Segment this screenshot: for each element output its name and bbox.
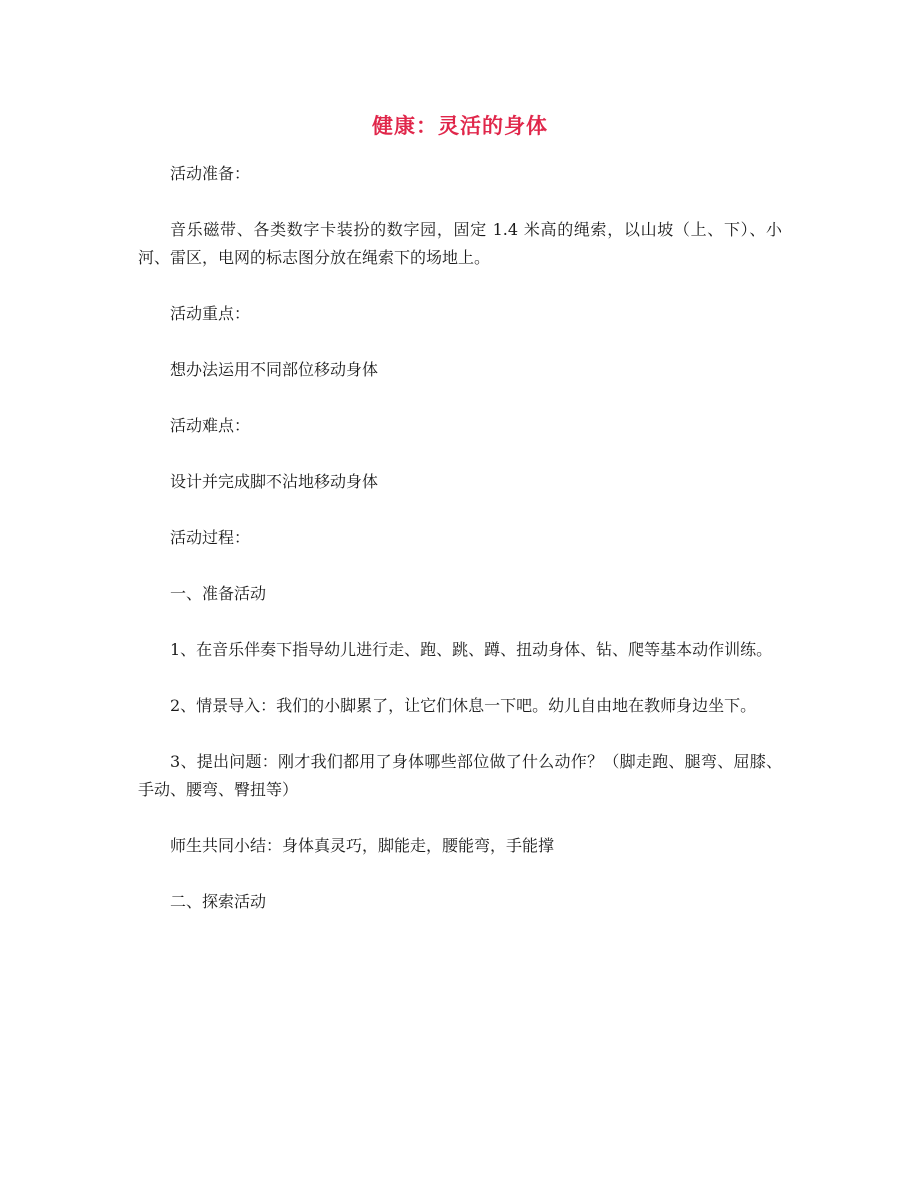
paragraph-step-1: 1、在音乐伴奏下指导幼儿进行走、跑、跳、蹲、扭动身体、钻、爬等基本动作训练。: [170, 640, 773, 659]
section-heading-preparation: 活动准备：: [170, 164, 251, 183]
paragraph-summary: 师生共同小结：身体真灵巧，脚能走，腰能弯，手能撑: [170, 836, 555, 855]
subheading-warmup: 一、准备活动: [170, 584, 267, 603]
document-body: [138, 160, 782, 944]
section-heading-key-point: 活动重点：: [170, 304, 251, 323]
paragraph-step-3: 3、提出问题：刚才我们都用了身体哪些部位做了什么动作？（脚走跑、腿弯、屈膝、手动、腰弯、臀扭等）: [138, 752, 782, 799]
subheading-exploration: 二、探索活动: [170, 892, 267, 911]
paragraph-difficulty: 设计并完成脚不沾地移动身体: [170, 472, 379, 491]
paragraph-step-2: 2、情景导入：我们的小脚累了，让它们休息一下吧。幼儿自由地在教师身边坐下。: [170, 696, 757, 715]
section-heading-process: 活动过程：: [170, 528, 251, 547]
section-heading-difficulty: 活动难点：: [170, 416, 251, 435]
paragraph-key-point: 想办法运用不同部位移动身体: [170, 360, 379, 379]
document-title: 健康：灵活的身体: [372, 114, 548, 138]
paragraph-materials: 音乐磁带、各类数字卡装扮的数字园，固定 1.4 米高的绳索，以山坡（上、下）、小河、雷区，电网的标志图分放在绳索下的场地上。: [138, 220, 782, 267]
